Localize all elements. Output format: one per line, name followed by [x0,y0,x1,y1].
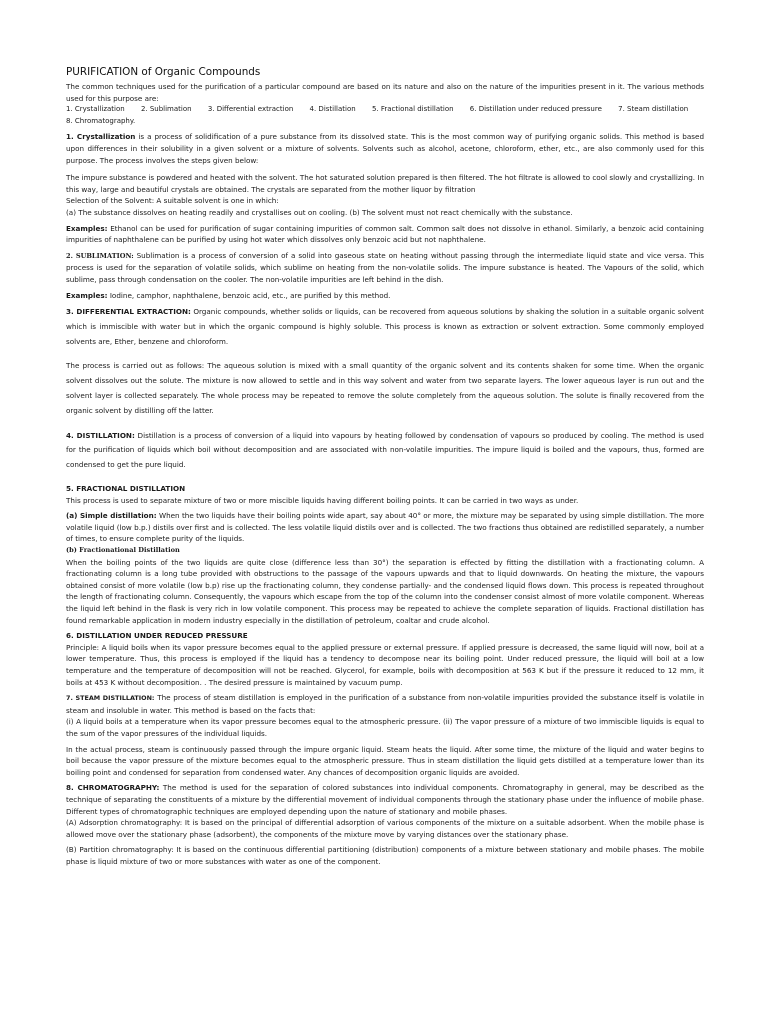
steam-distillation-text: The process of steam distillation is employed in the purification of a substance from non-volatile impurities provided the substance itself is volatile in steam and insoluble in water. This method is based on the facts that: [66,693,705,715]
crystallization-examples [66,223,704,246]
simple-distillation-label: (a) Simple distillation: [66,511,157,521]
chromatography-heading: 8. CHROMATOGRAPHY: [66,783,160,793]
page-title: PURIFICATION of Organic Compounds [66,66,261,78]
extraction-paragraph [66,305,704,349]
method-item: 7. Steam distillation [618,105,689,114]
method-item: 4. Distillation [309,105,356,114]
distillation-text: Distillation is a process of conversion of a liquid into vapours by heating followed by condensation of vapours so produced by cooling. The method is used for the purification of liquids which boil without decomposition and are associated with non-volatile impurities. The impure liquid is boiled and the vapours, thus, formed are condensed to get the pure liquid. [66,430,704,470]
crystallization-paragraph [66,131,704,166]
method-item: 2. Sublimation [140,105,192,114]
method-item: 8. Chromatography. [66,116,136,125]
distillation-heading: 4. DISTILLATION: [66,430,135,440]
fractional-heading: 5. FRACTIONAL DISTILLATION [66,484,186,494]
method-item: 5. Fractional distillation [371,105,454,114]
method-item: 1. Crystallization [66,105,125,114]
steam-distillation-paragraph [66,692,704,716]
solvent-conditions: (a) The substance dissolves on heating readily and crystallises out on cooling. (b) The solvent must not react chemically with the substance. [66,207,573,217]
examples-label: Examples: [66,290,108,300]
distillation-paragraph [66,429,704,473]
fractionational-distillation-label: (b) Fractionational Distillation [66,546,180,555]
solvent-selection-heading: Selection of the Solvent: A suitable solvent is one in which: [66,196,279,206]
examples-text: Ethanol can be used for purification of sugar containing impurities of common salt. Common salt does not dissolve in ethanol. Similarly, a benzoic acid containing impurities of naphthalene can be purified by using hot water which dissolves only benzoic acid but not naphthalene. [66,223,704,245]
adsorption-chromatography: (A) Adsorption chromatography: It is based on the principal of differential adsorption of various components of the mixture on a suitable adsorbent. When the mobile phase is allowed move over the stationary phase (adsorbent), the components of the mixture move by varying distances over the stationary phase. [66,818,704,839]
partition-chromatography: (B) Partition chromatography: It is based on the continuous differential partitioning (distribution) components of a mixture between stationary and mobile phases. The mobile phase is liquid mixture of two or more substances with water as one of the component. [66,845,704,866]
extraction-heading: 3. DIFFERENTIAL EXTRACTION: [66,307,191,317]
fractionational-distillation-text: When the boiling points of the two liquids are quite close (difference less than 30°) the separation is effected by fitting the distillation with a fractionating column. A fractionating column is a long tube provided with obstructions to the passage of the vapours upwards and that to liquid downwards. On heating the mixture, the vapours obtained consist of more volatile (low b.p) rise up the fractionating column, they condense partially- and the condensed liquid flows down. This process is repeated throughout the length of fractionating column. Consequently, the vapours which escape from the top of the column into the condenser consist almost of more volatile component. Whereas the liquid left behind in the flask is very rich in low volatile component. This process may be repeated to achieve the complete separation of liquids. Fractional distillation has found remarkable application in modern industry especially in the distillation of petroleum, coaltar and crude alcohol. [66,557,704,625]
document-page [66,66,704,867]
chromatography-text: The method is used for the separation of colored substances into individual components. Chromatography in general, may be described as the technique of separating the constituents of a mixture by the differential movement of individual components through the stationary phase under the influence of mobile phase. Different types of chromatographic techniques are employed depending upon the nature of stationary and mobile phases. [66,783,704,816]
sublimation-text: Sublimation is a process of conversion of a solid into gaseous state on heating without passing through the intermediate liquid state and vice versa. This process is used for the separation of volatile solids, which sublime on heating from the non-volatile solids. The impure substance is heated. The Vapours of the solid, which sublime, pass through condensation on the cooler. The non-volatile impurities are left behind in the dish. [66,250,704,284]
method-item: 3. Differential extraction [207,105,294,114]
methods-list [66,104,704,127]
crystallization-text: is a process of solidification of a pure substance from its dissolved state. This is the most common way of purifying organic solids. This method is based upon differences in their solubility in a given solvent or a mixture of solvents. Solvents such as alcohol, acetone, chloroform, ether, etc., are also commonly used for this purpose. The process involves the steps given below: [66,132,705,165]
examples-text: Iodine, camphor, naphthalene, benzoic acid, etc., are purified by this method. [107,290,391,300]
extraction-process: The process is carried out as follows: The aqueous solution is mixed with a small quantity of the organic solvent and its contents shaken for some time. When the organic solvent dissolves out the solute. The mixture is now allowed to settle and in this way solvent and water from two separate layers. The lower aqueous layer is run out and the solvent layer is collected separately. The whole process may be repeated to remove the solute completely from the aqueous solution. The solute is finally recovered from the organic solvent by distilling off the latter. [66,361,704,415]
extraction-text: Organic compounds, whether solids or liquids, can be recovered from aqueous solutions by shaking the solution in a suitable organic solvent which is immiscible with water but in which the organic compound is highly soluble. This process is known as extraction or solvent extraction. Some commonly employed solvents are, Ether, benzene and chloroform. [66,307,704,346]
chromatography-paragraph [66,782,704,817]
sublimation-heading: 2. SUBLIMATION: [66,251,134,260]
sublimation-paragraph [66,250,704,286]
fractional-text: This process is used to separate mixture of two or more miscible liquids having different boiling points. It can be carried in two ways as under. [66,495,579,505]
crystallization-steps: The impure substance is powdered and heated with the solvent. The hot saturated solution prepared is then filtered. The hot filtrate is allowed to cool slowly and crystallizing. In this way, large and beautiful crystals are obtained. The crystals are separated from the mother liquor by filtration [66,173,704,194]
steam-distillation-facts: (i) A liquid boils at a temperature when its vapor pressure becomes equal to the atmospheric pressure. (ii) The vapor pressure of a mixture of two immiscible liquids is equal to the sum of the vapor pressures of the individual liquids. [66,717,704,738]
steam-distillation-process: In the actual process, steam is continuously passed through the impure organic liquid. Steam heats the liquid. After some time, the mixture of the liquid and water begins to boil because the vapor pressure of the mixture becomes equal to the atmospheric pressure. Thus in steam distillation the liquid gets distilled at a temperature lower than its boiling point and condensed for separation from condensed water. Any chances of decomposition organic liquids are avoided. [66,744,704,777]
simple-distillation-paragraph [66,510,704,545]
reduced-pressure-text: Principle: A liquid boils when its vapor pressure becomes equal to the applied pressure or external pressure. If applied pressure is decreased, the same liquid will now, boil at a lower temperature. Thus, this process is employed if the liquid has a tendency to decompose near its boiling point. Under reduced pressure, the liquid will boil at a low temperature and the temperature of decomposition will not be reached. Glycerol, for example, boils with decomposition at 563 K but if the pressure it reduced to 12 mm, it boils at 453 K without decomposition. . The desired pressure is maintained by vacuum pump. [66,642,704,687]
examples-label: Examples: [66,223,108,233]
method-item: 6. Distillation under reduced pressure [469,105,602,114]
intro-paragraph: The common techniques used for the purification of a particular compound are based on its nature and also on the nature of the impurities present in it. The various methods used for this purpose are: [66,82,704,103]
sublimation-examples [66,290,704,302]
crystallization-heading: 1. Crystallization [66,132,136,142]
reduced-pressure-heading: 6. DISTILLATION UNDER REDUCED PRESSURE [66,631,248,641]
simple-distillation-text: When the two liquids have their boiling points wide apart, say about 40° or more, the mixture may be separated by using simple distillation. The more volatile liquid (low b.p.) distils over first and is collected. The less volatile liquid distils over and is collected. The two fractions thus obtained are redistilled separately, a number of times, to ensure complete purity of the liquids. [66,511,704,544]
steam-distillation-heading: 7. STEAM DISTILLATION: [66,694,155,703]
